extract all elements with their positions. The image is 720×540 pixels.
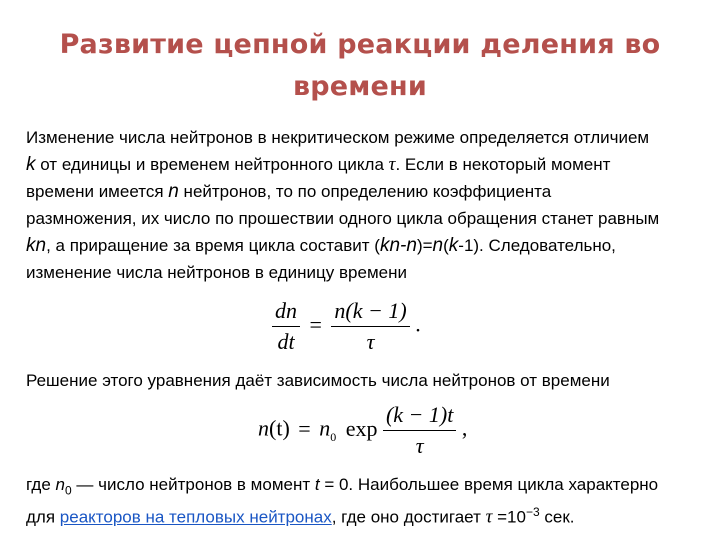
title-line-2: времени: [292, 71, 428, 102]
tau-symbol: τ: [388, 154, 396, 175]
footer-line-1: где $n_0$ — число нейтронов в момент t = 0. Наибольшее время цикла характерно: [26, 475, 659, 498]
footer-line-2: для реакторов на тепловых нейтронах, где оно достигает $\tau =10^{-3}$ сек.: [26, 505, 575, 528]
paragraph-line-4: размножения, их число по прошествии одного цикла обращения станет равным: [26, 209, 660, 228]
paragraph-line-6: изменение числа нейтронов в единицу времени: [26, 263, 407, 282]
paragraph-line-2: k от единицы и временем нейтронного цикла τ. Если в некоторый момент: [26, 154, 611, 175]
tau-symbol: τ: [485, 506, 493, 528]
paragraph-line-3: времени имеется n нейтронов, то по определению коэффициента: [26, 181, 552, 202]
fraction-k-1-t-tau: $\frac{(k - 1)t}{\tau}$: [383, 402, 456, 459]
page-title: [0, 24, 720, 108]
title-line-1: Развитие цепной реакции деления во: [59, 29, 661, 60]
formula-exponential-solution: $n(t) = n_0$ exp $\frac{(k - 1)t}{\tau}$ ,: [258, 402, 468, 458]
solution-text: Решение этого уравнения даёт зависимость числа нейтронов от времени: [26, 371, 610, 390]
thermal-reactors-link[interactable]: реакторов на тепловых нейтронах: [59, 507, 332, 527]
fraction-dn-dt: $\frac{dn}{dt}$: [272, 298, 300, 355]
paragraph-line-1: Изменение числа нейтронов в некритическом режиме определяется отличием: [26, 128, 650, 147]
formula-rate-equation: $\frac{dn}{dt}$ = $\frac{n(k - 1)}{\tau}$ .: [272, 298, 421, 355]
fraction-n-k-1-tau: $\frac{n(k - 1)}{\tau}$: [331, 298, 409, 355]
paragraph-line-5: kn, а приращение за время цикла составит (kn-n)=n(k-1). Следовательно,: [26, 235, 616, 256]
